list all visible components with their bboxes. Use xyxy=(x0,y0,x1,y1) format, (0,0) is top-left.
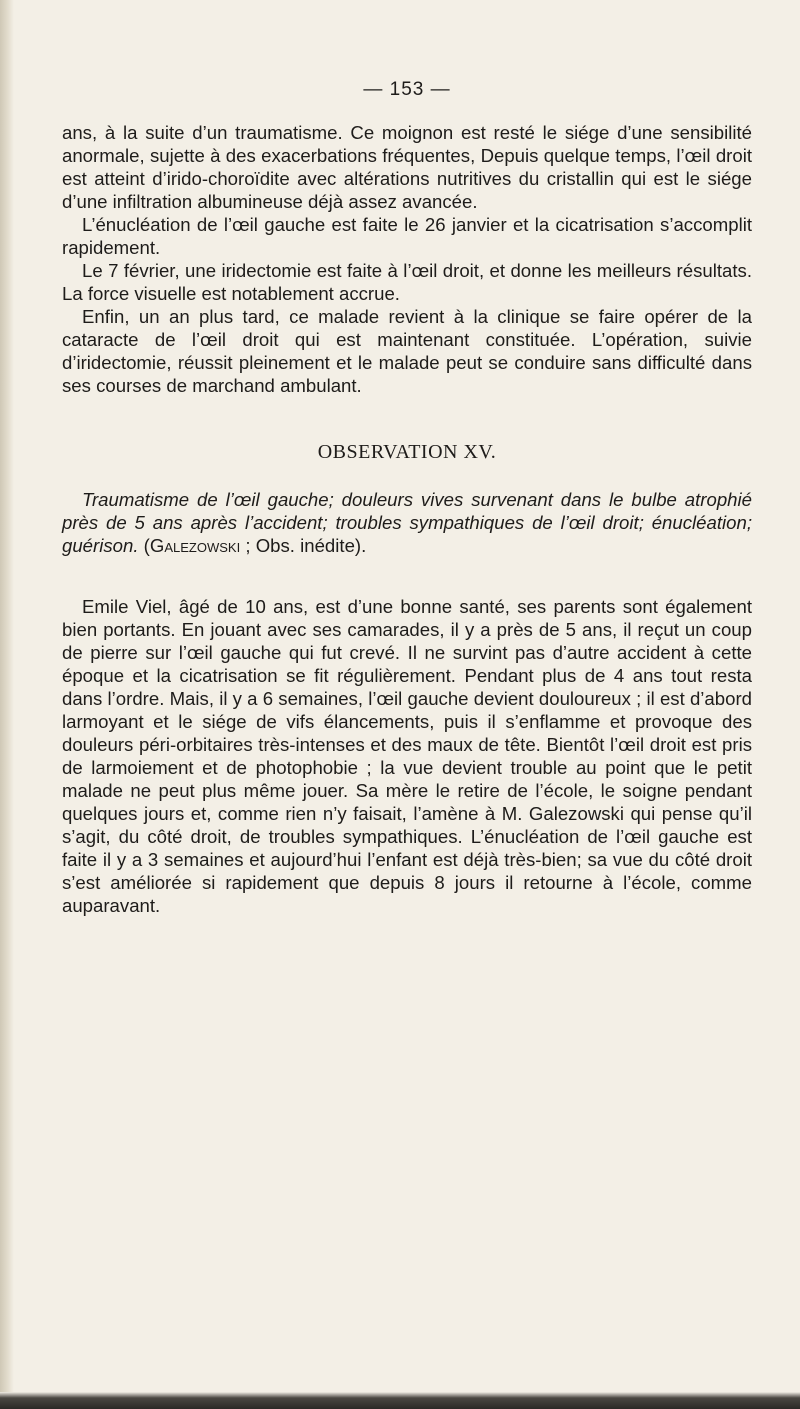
observation-heading: OBSERVATION XV. xyxy=(317,441,497,463)
observation-body: Emile Viel, âgé de 10 ans, est d’une bonne santé, ses parents sont également bien portants. En jouant avec ses camarades, il y a près de 5 ans, il reçut un coup de pierre sur l’œil gauche qui fut crevé. Il ne survint pas d’autre accident à cette époque et la cicatrisation se fit régulièrement. Pendant plus de 4 ans tout resta dans l’ordre. Mais, il y a 6 semaines, l’œil gauche devient douloureux ; il est d’abord larmoyant et le siége de vifs élancements, puis il s’enflamme et provoque des douleurs péri-orbitaires très-intenses et des maux de tête. Bientôt l’œil droit est pris de larmoiement et de photophobie ; la vue devient trouble au point que le petit malade ne peut plus même jouer. Sa mère le retire de l’école, le soigne pendant quelques jours et, comme rien n’y faisait, l’amène à M. Galezowski qui pense qu’il s’agit, du côté droit, de troubles sympathiques. L’énucléation de l’œil gauche est faite il y a 3 semaines et aujourd’hui l’enfant est déjà très-bien; sa vue du côté droit s’est améliorée si rapidement que depuis 8 jours il retourne à l’école, comme auparavant. xyxy=(62,596,752,916)
intro-paragraph-2: L’énucléation de l’œil gauche est faite le 26 janvier et la cicatrisation s’accomplit rapidement. xyxy=(62,214,752,258)
intro-paragraph-1: ans, à la suite d’un traumatisme. Ce moignon est resté le siége d’une sensibilité anormale, sujette à des exacerbations fréquentes, Depuis quelque temps, l’œil droit est atteint d’irido-choroïdite avec altérations nutritives du cristallin qui est le siége d’une infiltration albumineuse déjà assez avancée. xyxy=(62,122,752,212)
summary-note: Obs. inédite). xyxy=(255,535,367,556)
summary-text: Traumatisme de l’œil gauche; douleurs vives survenant dans le bulbe atrophié près de 5 ans après l’accident; troubles sympathiques de l’œil droit; énucléation; guérison. xyxy=(62,489,752,556)
page-bottom-edge xyxy=(0,1392,800,1409)
observation-summary xyxy=(62,488,752,557)
page-number: — 153 — xyxy=(363,79,451,100)
page xyxy=(62,78,752,917)
intro-paragraph-3: Le 7 février, une iridectomie est faite à l’œil droit, et donne les meilleurs résultats. La force visuelle est notablement accrue. xyxy=(62,260,752,304)
intro-paragraph-4: Enfin, un an plus tard, ce malade revient à la clinique se faire opérer de la cataracte de l’œil droit qui est maintenant constituée. L’opération, suivie d’iridectomie, réussit pleinement et le malade peut se conduire sans difficulté dans ses courses de marchand ambulant. xyxy=(62,306,752,396)
summary-author: (Galezowski ; xyxy=(143,535,251,556)
binding-edge xyxy=(0,0,14,1409)
